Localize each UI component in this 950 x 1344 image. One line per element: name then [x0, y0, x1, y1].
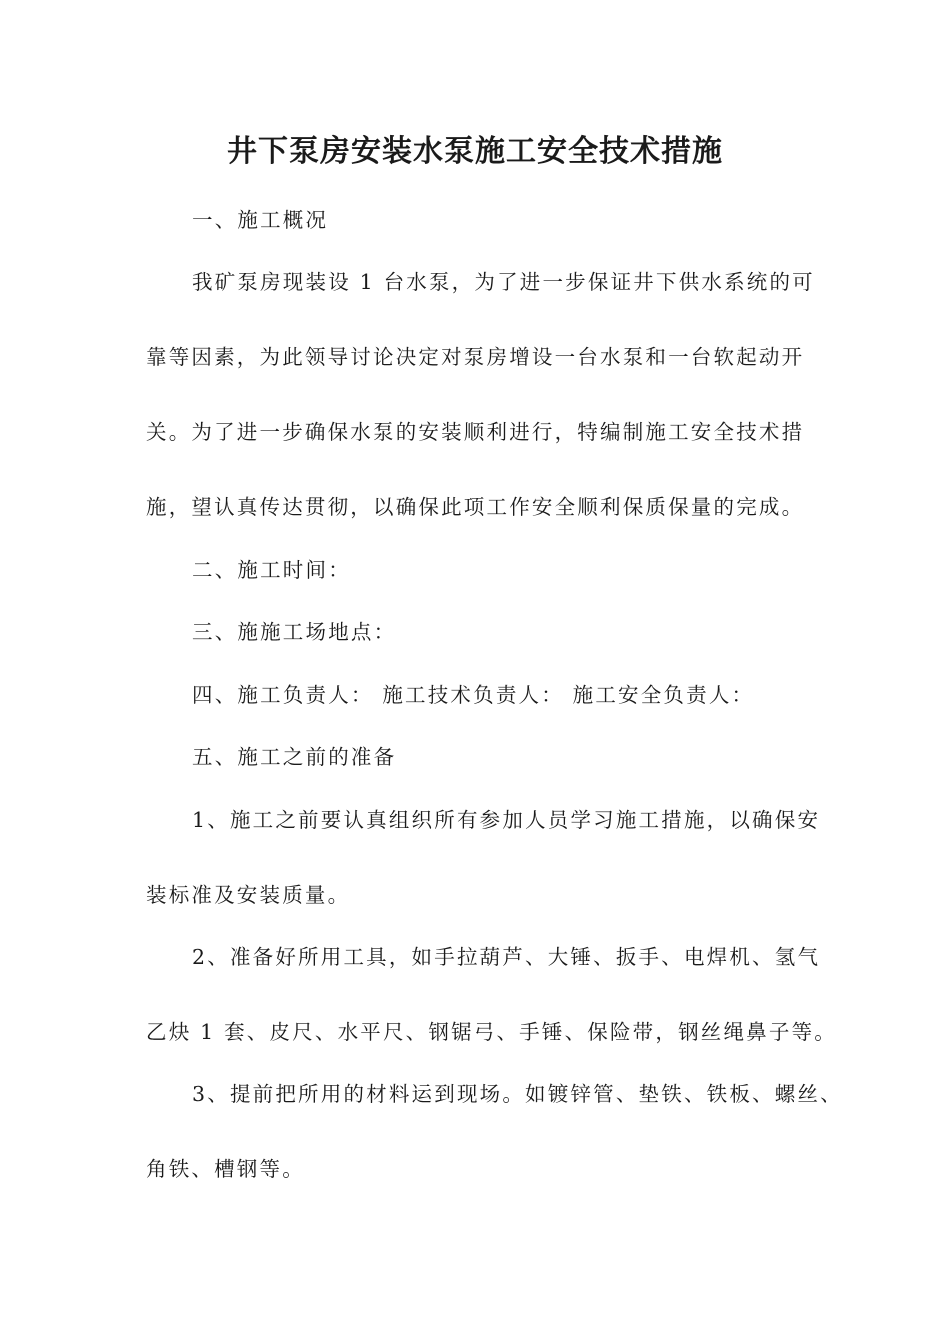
list-item-line: 乙炔 1 套、皮尺、水平尺、钢锯弓、手锤、保险带，钢丝绳鼻子等。 — [146, 1020, 837, 1044]
section-heading-preparation: 五、施工之前的准备 — [192, 745, 397, 769]
list-item-line: 3、提前把所用的材料运到现场。如镀锌管、垫铁、铁板、螺丝、 — [192, 1082, 843, 1106]
section-heading-overview: 一、施工概况 — [192, 208, 329, 232]
list-item-line: 角铁、槽钢等。 — [146, 1157, 305, 1181]
paragraph-line: 靠等因素，为此领导讨论决定对泵房增设一台水泵和一台软起动开 — [146, 345, 805, 369]
paragraph-line: 我矿泵房现装设 1 台水泵，为了进一步保证井下供水系统的可 — [192, 270, 815, 294]
paragraph-line: 关。为了进一步确保水泵的安装顺利进行，特编制施工安全技术措 — [146, 420, 805, 444]
section-heading-location: 三、施施工场地点： — [192, 620, 397, 644]
list-item-line: 装标准及安装质量。 — [146, 883, 351, 907]
paragraph-line: 施，望认真传达贯彻，以确保此项工作安全顺利保质保量的完成。 — [146, 495, 805, 519]
document-title: 井下泵房安装水泵施工安全技术措施 — [227, 134, 723, 169]
list-item-line: 2、准备好所用工具，如手拉葫芦、大锤、扳手、电焊机、氢气 — [192, 945, 821, 969]
section-heading-responsible: 四、施工负责人： 施工技术负责人： 施工安全负责人： — [192, 683, 755, 707]
list-item-line: 1、施工之前要认真组织所有参加人员学习施工措施，以确保安 — [192, 808, 821, 832]
section-heading-time: 二、施工时间： — [192, 558, 351, 582]
